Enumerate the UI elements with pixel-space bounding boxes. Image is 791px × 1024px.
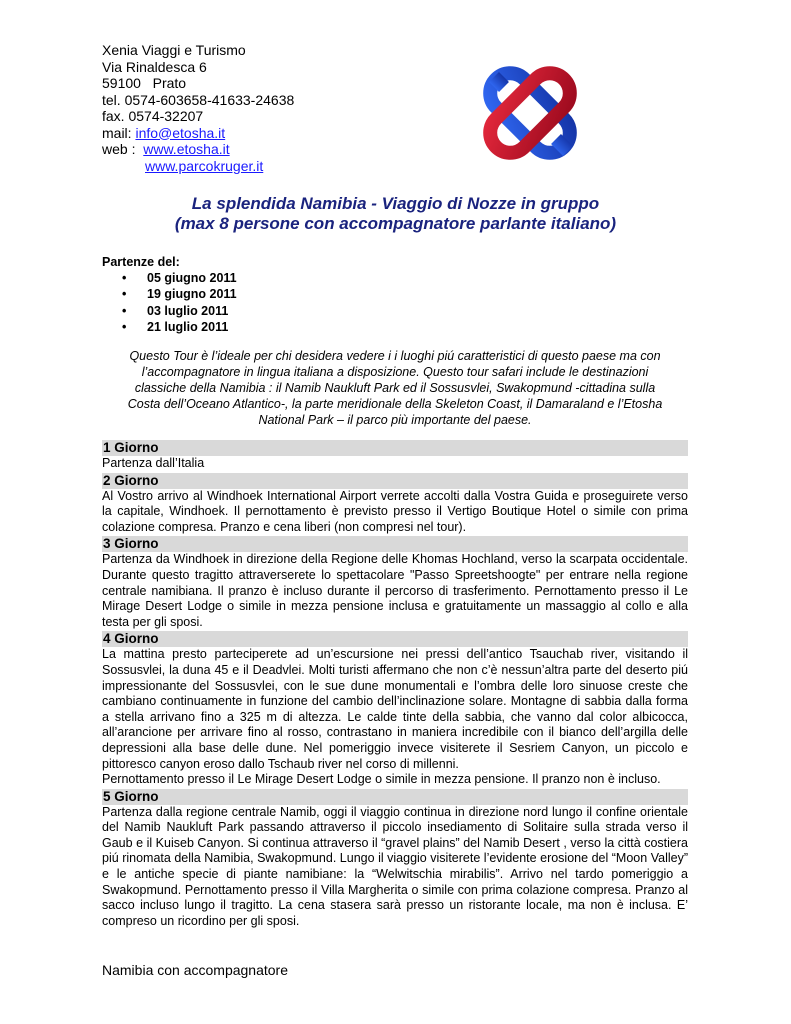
day-description: Al Vostro arrivo al Windhoek International Airport verrete accolti dalla Vostra Guida e proseguirete verso la capitale, Windhoek. Il pernottamento è previsto presso il Vertigo Boutique Hotel o simile con prima colazione compresa. Pranzo e cena liberi (non compresi nel tour).	[102, 488, 688, 534]
departure-date: • 19 giugno 2011	[122, 287, 237, 302]
tour-introduction	[102, 348, 688, 428]
day-heading: 1 Giorno	[102, 440, 688, 456]
departure-date: • 21 luglio 2011	[122, 320, 229, 335]
company-name: Xenia Viaggi e Turismo	[102, 42, 246, 58]
day-description: Partenza dalla regione centrale Namib, oggi il viaggio continua in direzione nord lungo il confine orientale del Namib Naukluft Park passando attraverso il piccolo insediamento di Solitaire sulla strada verso il Gaub e il Kuiseb Canyon. Si continua attraverso il “gravel plains” del Namib Desert , verso la città costiera piú rinomata della Namibia, Swakopmund. Lungo il viaggio visiterete l’evidente erosione del “Moon Valley” e le antiche specie di piante namibiane: la “Welwitschia mirabilis”. Arrivo nel tardo pomeriggio a Swakopmund. Pernottamento presso il Villa Margherita o simile con prima colazione compresa. Pranzo al sacco incluso lungo il tragitto. La cena stasera sarà presso un ristorante locale, ma non è inclusa. E’ compreso un ricordino per gli sposi.	[102, 804, 688, 928]
departures-section	[102, 254, 237, 336]
day-description: Pernottamento presso il Le Mirage Desert Lodge o simile in mezza pensione. Il pranzo non è incluso.	[102, 772, 661, 787]
bullet-icon: •	[122, 287, 127, 302]
web-label: web :	[102, 141, 144, 157]
intro-line: Costa dell’Oceano Atlantico-, la parte meridionale della Skeleton Coast, il Damaraland e l’Etosha	[127, 397, 663, 411]
departure-dates-list	[102, 270, 237, 336]
mail-line	[102, 125, 294, 142]
bullet-icon: •	[122, 320, 127, 335]
footer-text: Namibia con accompagnatore	[102, 962, 288, 978]
web-line	[102, 141, 294, 158]
telephone: tel. 0574-603658-41633-24638	[102, 91, 295, 108]
intro-line: classiche della Namibia : il Namib Naukluft Park ed il Sossusvlei, Swakopmund -cittadina sulla	[134, 381, 656, 395]
mail-link[interactable]: info@etosha.it	[135, 124, 226, 141]
web-link-etosha[interactable]: www.etosha.it	[143, 141, 230, 157]
departures-label: Partenze del:	[102, 255, 180, 269]
mail-label: mail:	[102, 124, 136, 141]
day-description: Partenza da Windhoek in direzione della Regione delle Khomas Hochland, verso la scarpata occidentale. Durante questo tragitto attraverserete lo spettacolare "Passo Spreetshoogte" per entrare nella regione centrale namibiana. Il pranzo è incluso durante il percorso di trasferimento. Pernottamento presso il Le Mirage Desert Lodge o simile in mezza pensione inclusa e gratuitamente un massaggio al collo e alla testa per gli sposi.	[102, 552, 688, 629]
departure-date: • 03 luglio 2011	[122, 303, 229, 318]
web-line-2	[102, 158, 294, 175]
day-heading: 4 Giorno	[102, 631, 688, 647]
itinerary	[102, 440, 688, 930]
street-address: Via Rinaldesca 6	[102, 58, 207, 75]
day-description: La mattina presto parteciperete ad un’escursione nei pressi dell’antico Tsauchab river, visitando il Sossusvlei, la duna 45 e il Deadvlei. Molti turisti affermano che non c’è nessun’altra parte del deserto piú impressionante del Sossusvlei, con le sue dune monumentali e l’ombra delle loro sinuose creste che cambiano continuamente in funzione del cambio dell’inclinazione solare. Montagne di sabbia dalla forma a stella arrivano fino a 325 m di altezza. Le calde tinte della sabbia, che vanno dal color albicocca, all’arancione per arrivare fino al rosso, contrastano in maniera incredibile con il bianco dell’argilla delle depressioni alla base delle dune. Nel pomeriggio invece visiterete il Sesriem Canyon, un piccolo e pittoresco canyon eroso dallo Tschaub river nel corso di millenni.	[102, 647, 688, 771]
fax: fax. 0574-32207	[102, 108, 204, 124]
city-address: 59100 Prato	[102, 75, 187, 91]
bullet-icon: •	[122, 303, 127, 318]
intro-line: National Park – il parco più importante del paese.	[258, 413, 532, 427]
day-heading: 3 Giorno	[102, 536, 688, 552]
departure-date: • 05 giugno 2011	[122, 271, 237, 285]
tour-subtitle: (max 8 persone con accompagnatore parlante italiano)	[174, 214, 617, 233]
agency-header	[102, 42, 294, 174]
web-link-parcokruger[interactable]: www.parcokruger.it	[145, 157, 264, 174]
day-description: Partenza dall’Italia	[102, 456, 205, 470]
day-heading: 5 Giorno	[102, 789, 688, 805]
bullet-icon: •	[122, 271, 127, 285]
day-heading: 2 Giorno	[102, 473, 688, 489]
intro-line: Questo Tour è l’ideale per chi desidera vedere i i luoghi piú caratteristici di questo paese ma con	[129, 349, 661, 363]
intro-line: l’accompagnatore in lingua italiana a disposizione. Questo tour safari include le destinazioni	[141, 365, 649, 379]
tour-title: La splendida Namibia - Viaggio di Nozze in gruppo	[191, 194, 600, 213]
interlocking-rings-logo-icon	[472, 55, 588, 171]
